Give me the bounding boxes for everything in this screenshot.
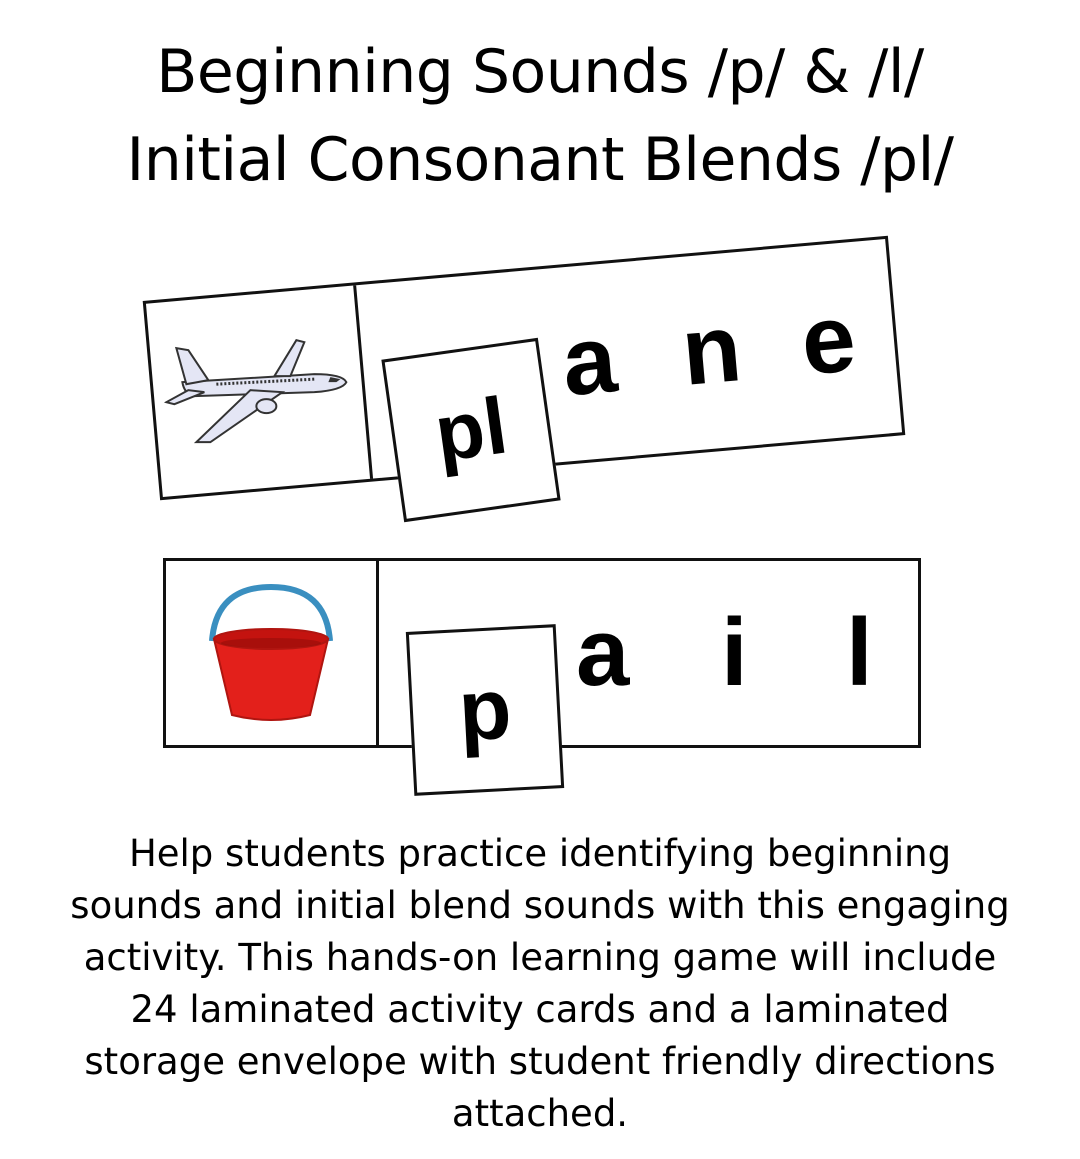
description-line: 24 laminated activity cards and a laminated bbox=[130, 988, 950, 1031]
letter-tile-pl[interactable]: pl bbox=[381, 338, 560, 522]
airplane-icon bbox=[164, 330, 354, 460]
letter-n: n bbox=[677, 294, 746, 406]
title-line-1: Beginning Sounds /p/ & /l/ bbox=[156, 37, 924, 107]
letter-a: a bbox=[558, 305, 621, 417]
letter-l: l bbox=[846, 599, 873, 706]
title-line-2: Initial Consonant Blends /pl/ bbox=[126, 125, 954, 195]
description bbox=[40, 828, 1040, 1140]
letter-e: e bbox=[797, 284, 860, 396]
bucket-icon bbox=[206, 581, 336, 721]
description-line: storage envelope with student friendly directions bbox=[84, 1040, 996, 1083]
description-line: activity. This hands-on learning game will include bbox=[83, 936, 997, 979]
description-line: Help students practice identifying beginning bbox=[128, 832, 952, 875]
card-divider bbox=[353, 285, 373, 479]
letter-a: a bbox=[576, 599, 630, 706]
card-divider bbox=[376, 561, 379, 745]
letter-i: i bbox=[721, 599, 748, 706]
description-line: attached. bbox=[451, 1092, 629, 1135]
letter-tile-p[interactable]: p bbox=[406, 624, 564, 796]
description-line: sounds and initial blend sounds with this engaging bbox=[70, 884, 1010, 927]
